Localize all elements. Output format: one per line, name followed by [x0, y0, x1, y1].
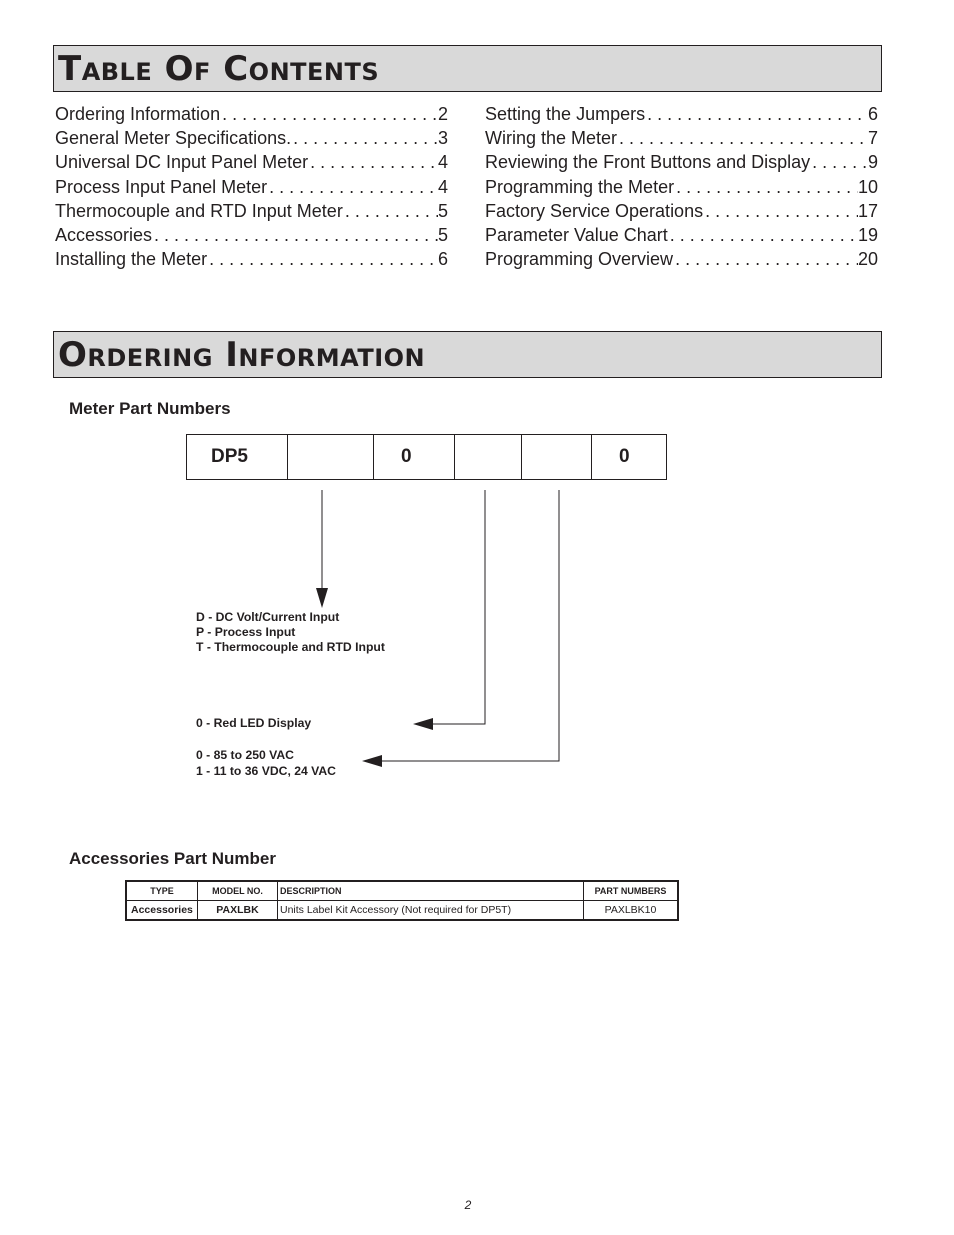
toc-entry-page: 17: [857, 200, 878, 221]
toc-entry-page: 4: [437, 152, 448, 173]
toc-entry-label: Thermocouple and RTD Input Meter: [55, 200, 343, 221]
input-option: T - Thermocouple and RTD Input: [196, 640, 385, 654]
toc-entry-label: Setting the Jumpers: [485, 104, 646, 124]
table-cell: Accessories: [126, 901, 198, 921]
part-number-code: 0: [619, 446, 630, 467]
table-cell: Units Label Kit Accessory (Not required for DP5T): [278, 901, 584, 921]
table-row: [126, 901, 678, 921]
power-option: 1 - 11 to 36 VDC, 24 VAC: [196, 764, 336, 778]
input-option: D - DC Volt/Current Input: [196, 610, 340, 624]
arrowhead-left: [413, 718, 433, 730]
arrowhead-down: [316, 588, 328, 608]
page-number: 2: [464, 1198, 472, 1212]
table-header: TYPE: [126, 881, 198, 901]
toc-entry-page: 9: [867, 152, 878, 173]
toc-entry-page: 5: [437, 200, 448, 221]
meter-part-numbers-heading: Meter Part Numbers: [69, 399, 231, 418]
toc-entry-page: 3: [437, 128, 448, 149]
toc-entry-page: 19: [857, 224, 878, 245]
table-cell: PAXLBK: [198, 901, 278, 921]
toc-entry-page: 4: [437, 176, 448, 197]
accessories-table: [125, 880, 679, 921]
part-number-code: DP5: [211, 446, 248, 467]
toc-entry-label: Programming Overview: [485, 249, 674, 270]
toc-entry-label: General Meter Specifications.: [55, 128, 292, 149]
toc-entry-page: 10: [857, 176, 878, 197]
toc-entry-page: 20: [857, 249, 878, 270]
table-header: DESCRIPTION: [278, 881, 584, 901]
display-option: 0 - Red LED Display: [196, 716, 312, 730]
power-option: 0 - 85 to 250 VAC: [196, 748, 294, 762]
toc-entry-label: Process Input Panel Meter: [55, 176, 268, 197]
table-cell: PAXLBK10: [584, 901, 679, 921]
toc-entry-page: 6: [437, 249, 448, 270]
arrowhead-left: [362, 755, 382, 767]
accessories-heading: Accessories Part Number: [69, 849, 276, 868]
toc-title: Table Of Contents: [58, 49, 380, 89]
toc-entry-label: Universal DC Input Panel Meter: [55, 152, 309, 173]
part-number-code: 0: [401, 446, 412, 467]
table-header: PART NUMBERS: [584, 881, 679, 901]
toc-entry-label: Reviewing the Front Buttons and Display: [485, 152, 811, 173]
input-option: P - Process Input: [196, 625, 296, 639]
toc-entry-label: Parameter Value Chart: [485, 224, 668, 245]
table-header: MODEL NO.: [198, 881, 278, 901]
ordering-title: Ordering Information: [58, 335, 426, 375]
toc-entry-page: 7: [867, 128, 878, 149]
toc-entry-label: Ordering Information: [55, 104, 221, 124]
toc-entry-label: Accessories: [55, 224, 153, 245]
toc-entry-page: 2: [437, 104, 448, 124]
toc-entry-page: 5: [437, 224, 448, 245]
toc-entry-label: Factory Service Operations: [485, 200, 704, 221]
toc-entry-page: 6: [867, 104, 878, 124]
toc-entry-label: Programming the Meter: [485, 176, 675, 197]
toc-entry-label: Wiring the Meter: [485, 128, 618, 149]
toc-entry-label: Installing the Meter: [55, 249, 208, 270]
table-header-row: [126, 881, 678, 901]
